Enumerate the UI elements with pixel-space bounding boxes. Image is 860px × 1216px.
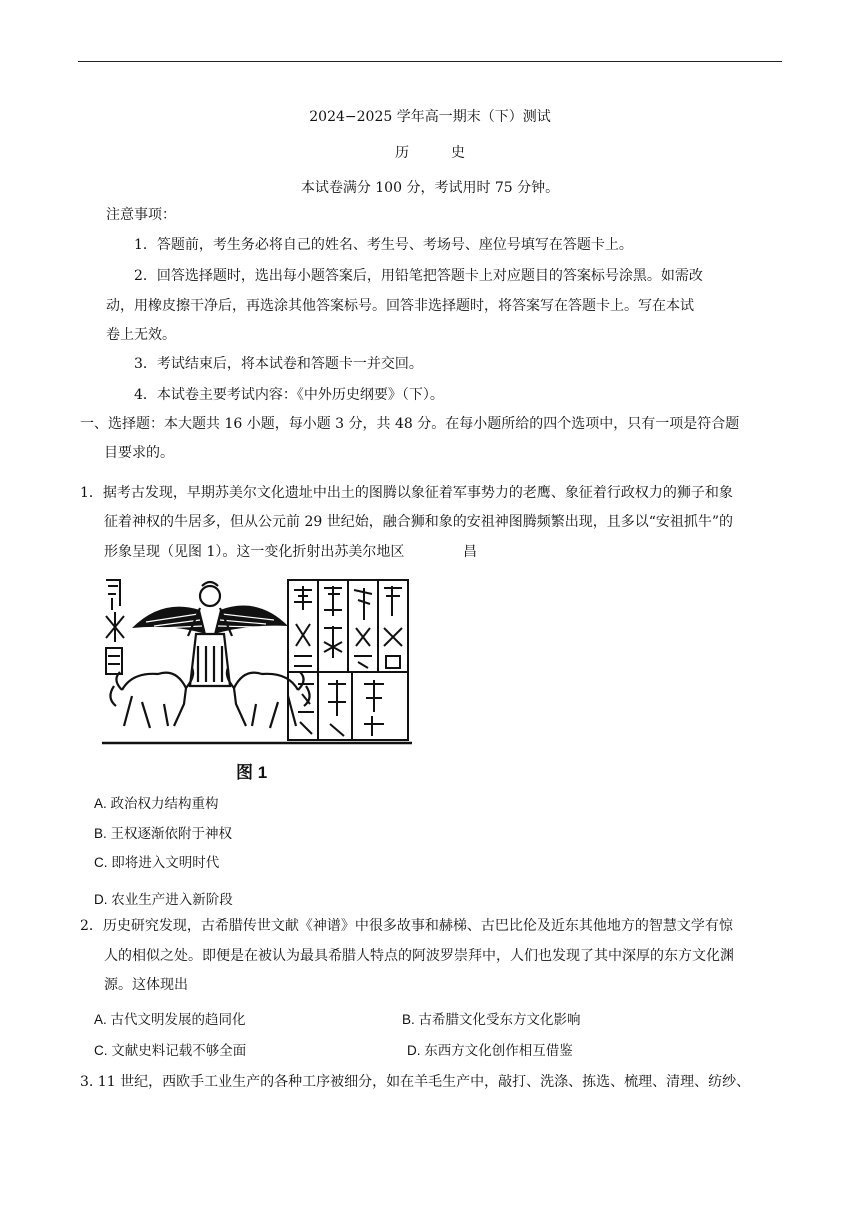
q2-option-a: A. 古代文明发展的趋同化 (94, 1012, 246, 1027)
exam-title: 2024−2025 学年高一期末（下）测试 (309, 109, 551, 125)
q2-option-d: D. 东西方文化创作相互借鉴 (407, 1043, 573, 1058)
subject-char-1: 历 (395, 145, 409, 161)
q1-option-d: D. 农业生产进入新阶段 (94, 892, 233, 907)
header-rule (78, 61, 782, 62)
section-heading-line-1: 一、选择题：本大题共 16 小题，每小题 3 分，共 48 分。在每小题所给的四个选项中，只有一项是符合题 (80, 416, 740, 432)
q2-line-3: 源。这体现出 (104, 977, 188, 993)
q2-option-c: C. 文献史料记载不够全面 (94, 1043, 247, 1058)
q1-line-2: 征着神权的牛居多，但从公元前 29 世纪始，融合狮和象的安祖神图腾频繁出现，且多以“安祖抓牛”的 (104, 514, 734, 530)
q3-line-1: 3. 11 世纪，西欧手工业生产的各种工序被细分，如在羊毛生产中，敲打、洗涤、拣选、梳理、清理、纺纱、 (80, 1074, 751, 1090)
q1-option-a: A. 政治权力结构重构 (94, 796, 219, 811)
exam-subject (0, 142, 860, 162)
q1-line-3-char: 昌 (463, 544, 477, 560)
note-2-line-3: 卷上无效。 (106, 327, 176, 343)
figure-1-caption: 图 1 (236, 763, 268, 782)
note-2-line-2: 动，用橡皮擦干净后，再选涂其他答案标号。回答非选择题时，将答案写在答题卡上。写在本试 (106, 298, 694, 314)
section-heading-line-2: 目要求的。 (104, 445, 174, 461)
figure-1-seal-image (102, 576, 412, 746)
note-1: 1．答题前，考生务必将自己的姓名、考生号、考场号、座位号填写在答题卡上。 (134, 237, 633, 253)
note-2-line-1: 2．回答选择题时，选出每小题答案后，用铅笔把答题卡上对应题目的答案标号涂黑。如需改 (134, 268, 703, 284)
note-3: 3．考试结束后，将本试卷和答题卡一并交回。 (134, 356, 423, 372)
note-4: 4．本试卷主要考试内容：《中外历史纲要》（下）。 (134, 387, 444, 403)
q1-line-3: 形象呈现（见图 1）。这一变化折射出苏美尔地区 (104, 544, 405, 560)
subject-char-2: 史 (451, 145, 465, 161)
q1-option-c: C. 即将进入文明时代 (94, 855, 220, 870)
q2-line-1: 2．历史研究发现，古希腊传世文献《神谱》中很多故事和赫梯、古巴比伦及近东其他地方的智慧文学有惊 (80, 918, 733, 934)
q2-option-b: B. 古希腊文化受东方文化影响 (402, 1012, 581, 1027)
notes-heading: 注意事项： (106, 207, 176, 223)
exam-info: 本试卷满分 100 分，考试用时 75 分钟。 (300, 180, 560, 196)
q2-line-2: 人的相似之处。即便是在被认为最具希腊人特点的阿波罗崇拜中，人们也发现了其中深厚的东方文化渊 (104, 948, 734, 964)
q1-line-1: 1．据考古发现，早期苏美尔文化遗址中出土的图腾以象征着军事势力的老鹰、象征着行政权力的狮子和象 (80, 485, 733, 501)
q1-option-b: B. 王权逐渐依附于神权 (94, 826, 233, 841)
